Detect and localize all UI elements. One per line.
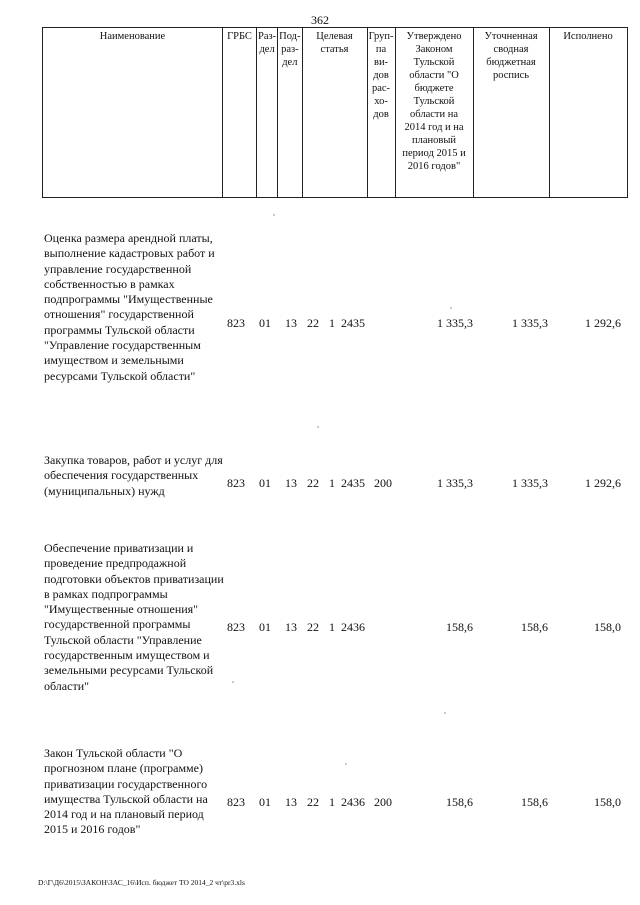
row-approved: 1 335,3 [437, 316, 473, 330]
row-name: Обеспечение приватизации и проведение предпродажной подготовки объектов приватизации в рамках подпрограммы "Имущественные отношения" государственной программы Тульской области "Управление государственным имуществом и земельными ресурсами Тульской области" [44, 541, 224, 693]
header-name: Наименование [43, 28, 223, 198]
row-executed: 1 292,6 [585, 476, 621, 490]
scan-speck [444, 712, 446, 714]
row-article-part2: 1 [329, 316, 335, 330]
row-razdel: 01 [259, 476, 271, 490]
header-refined: Уточненная сводная бюджетная роспись [473, 28, 549, 198]
row-grbs: 823 [227, 476, 245, 490]
row-article-part1: 22 [307, 316, 319, 330]
row-name: Закупка товаров, работ и услуг для обеспечения государственных (муниципальных) нужд [44, 453, 223, 498]
header-podrazdel: Под- раз- дел [278, 28, 302, 198]
row-podrazdel: 13 [285, 476, 297, 490]
row-approved: 158,6 [446, 620, 473, 634]
header-razdel: Раз- дел [257, 28, 278, 198]
row-refined: 158,6 [521, 795, 548, 809]
header-expense-group: Груп- па ви- дов рас- хо- дов [367, 28, 395, 198]
row-executed: 158,0 [594, 795, 621, 809]
row-grbs: 823 [227, 795, 245, 809]
table-header [42, 27, 628, 198]
row-refined: 158,6 [521, 620, 548, 634]
row-grbs: 823 [227, 620, 245, 634]
file-path-footer: D:\Г\Д6\2015\ЗАКОН\ЗАС_16\Исп. бюджет ТО 2014_2 чт\pr3.xls [38, 878, 245, 887]
row-article-part2: 1 [329, 795, 335, 809]
scan-speck [450, 307, 452, 309]
row-razdel: 01 [259, 316, 271, 330]
row-grbs: 823 [227, 316, 245, 330]
header-target-article: Целевая статья [302, 28, 367, 198]
row-article-part2: 1 [329, 476, 335, 490]
header-grbs: ГРБС [223, 28, 257, 198]
header-approved: Утверждено Законом Тульской области "О бюджете Тульской области на 2014 год и на плановый период 2015 и 2016 годов" [395, 28, 473, 198]
page-number: 362 [311, 13, 329, 27]
row-name: Закон Тульской области "О прогнозном плане (программе) приватизации государственного имущества Тульской области на 2014 год и на плановый период 2015 и 2016 годов" [44, 746, 208, 837]
row-executed: 1 292,6 [585, 316, 621, 330]
row-expense-group: 200 [374, 476, 392, 490]
row-article-part2: 1 [329, 620, 335, 634]
row-name: Оценка размера арендной платы, выполнение кадастровых работ и управление государственной собственностью в рамках подпрограммы "Имущественные отношения" государственной программы Тульской области "Управление государственным имуществом и земельными ресурсами Тульской области" [44, 231, 215, 383]
row-expense-group: 200 [374, 795, 392, 809]
scan-speck [317, 426, 319, 428]
scan-speck [232, 681, 234, 683]
row-article-part3: 2435 [341, 476, 365, 490]
row-approved: 158,6 [446, 795, 473, 809]
row-approved: 1 335,3 [437, 476, 473, 490]
row-razdel: 01 [259, 620, 271, 634]
row-article-part1: 22 [307, 620, 319, 634]
scan-speck [273, 214, 275, 216]
row-refined: 1 335,3 [512, 316, 548, 330]
row-article-part3: 2436 [341, 620, 365, 634]
row-article-part3: 2436 [341, 795, 365, 809]
row-razdel: 01 [259, 795, 271, 809]
row-podrazdel: 13 [285, 316, 297, 330]
row-podrazdel: 13 [285, 795, 297, 809]
row-article-part1: 22 [307, 795, 319, 809]
scan-speck [345, 763, 347, 765]
row-refined: 1 335,3 [512, 476, 548, 490]
header-executed: Исполнено [549, 28, 627, 198]
row-article-part3: 2435 [341, 316, 365, 330]
row-article-part1: 22 [307, 476, 319, 490]
row-podrazdel: 13 [285, 620, 297, 634]
row-executed: 158,0 [594, 620, 621, 634]
